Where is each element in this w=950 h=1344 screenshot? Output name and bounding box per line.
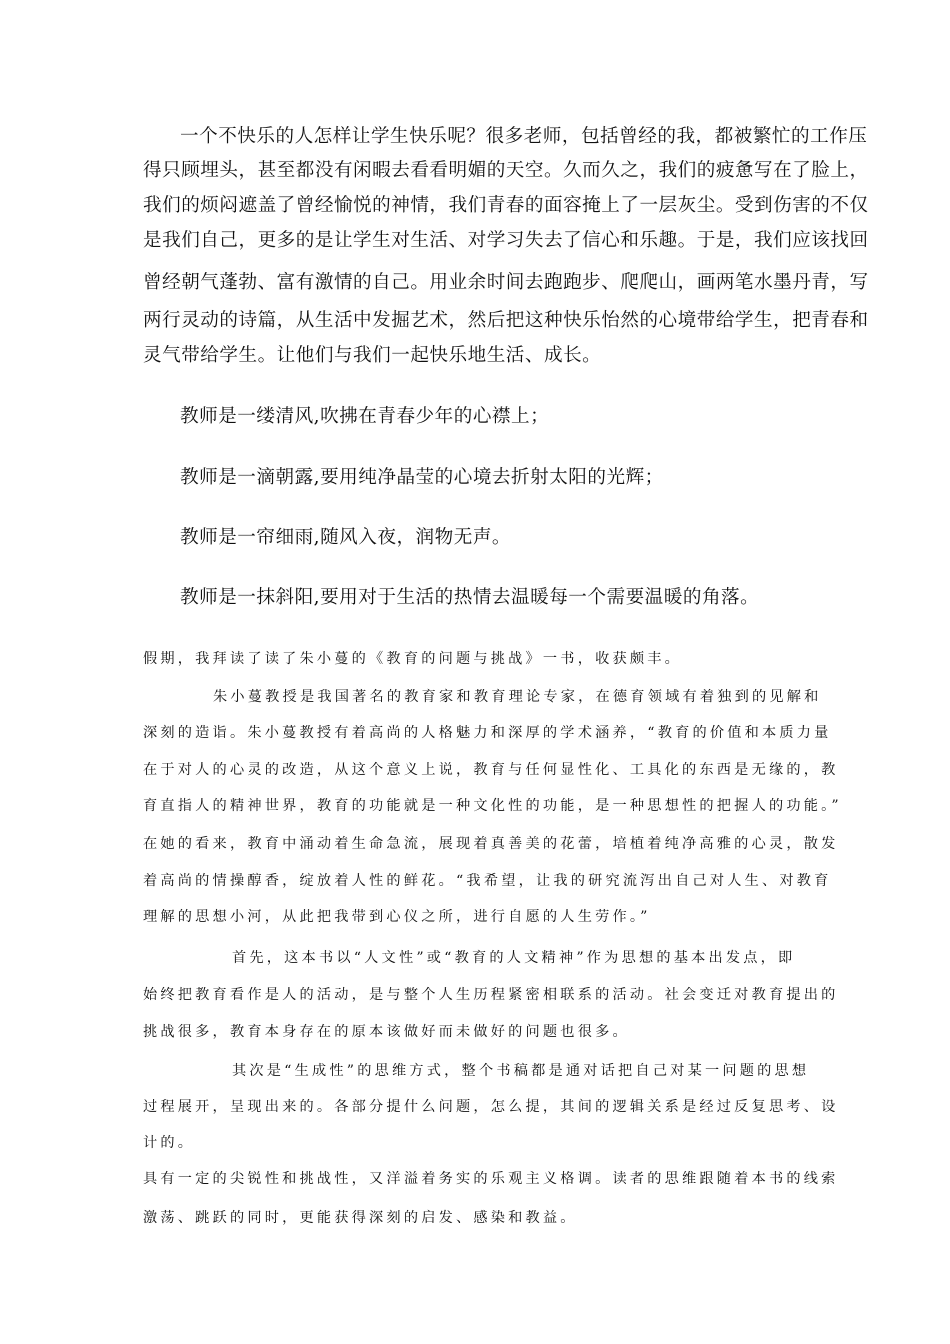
text-line: 朱小蔓教授是我国著名的教育家和教育理论专家，在德育领域有着独到的见解和 [213, 689, 822, 705]
text-line: 灵气带给学生。让他们与我们一起快乐地生活、成长。 [143, 345, 602, 366]
text-line: 是我们自己，更多的是让学生对生活、对学习失去了信心和乐趣。于是，我们应该找回 [143, 230, 869, 251]
text-line: 得只顾埋头，甚至都没有闲暇去看看明媚的天空。久而久之，我们的疲惫写在了脸上， [143, 160, 869, 181]
text-line: 一个不快乐的人怎样让学生快乐呢？很多老师，包括曾经的我，都被繁忙的工作压 [180, 126, 868, 147]
text-line: 曾经朝气蓬勃、富有激情的自己。用业余时间去跑跑步、爬爬山，画两笔水墨丹青，写 [143, 272, 869, 293]
text-line: 激荡、跳跃的同时，更能获得深刻的启发、感染和教益。 [143, 1210, 578, 1226]
text-line: 过程展开，呈现出来的。各部分提什么问题，怎么提，其间的逻辑关系是经过反复思考、设 [143, 1099, 839, 1115]
text-line: 首先，这本书以“人文性”或“教育的人文精神”作为思想的基本出发点，即 [232, 950, 796, 966]
text-line: 具有一定的尖锐性和挑战性，又洋溢着务实的乐观主义格调。读者的思维跟随着本书的线索 [143, 1171, 839, 1187]
text-line: 两行灵动的诗篇，从生活中发掘艺术，然后把这种快乐怡然的心境带给学生，把青春和 [143, 310, 869, 331]
text-line: 计的。 [143, 1135, 196, 1151]
text-line: 在她的看来，教育中涌动着生命急流，展现着真善美的花蕾，培植着纯净高雅的心灵，散发 [143, 836, 839, 852]
text-line: 育直指人的精神世界，教育的功能就是一种文化性的功能，是一种思想性的把握人的功能。” [143, 798, 842, 814]
text-line: 在于对人的心灵的改造，从这个意义上说，教育与任何显性化、工具化的东西是无缘的，教 [143, 762, 839, 778]
poem-line: 教师是一抹斜阳,要用对于生活的热情去温暖每一个需要温暖的角落。 [180, 587, 760, 608]
poem-line: 教师是一帘细雨,随风入夜，润物无声。 [180, 527, 512, 548]
text-line: 理解的思想小河，从此把我带到心仪之所，进行自愿的人生劳作。” [143, 909, 651, 925]
text-line: 始终把教育看作是人的活动，是与整个人生历程紧密相联系的活动。社会变迁对教育提出的 [143, 987, 839, 1003]
poem-line: 教师是一缕清风,吹拂在青春少年的心襟上； [180, 406, 550, 427]
intro-line: 假期，我拜读了读了朱小蔓的《教育的问题与挑战》一书，收获颇丰。 [143, 651, 683, 667]
text-line: 其次是“生成性”的思维方式，整个书稿都是通对话把自己对某一问题的思想 [232, 1063, 810, 1079]
text-line: 我们的烦闷遮盖了曾经愉悦的神情，我们青春的面容掩上了一层灰尘。受到伤害的不仅 [143, 195, 869, 216]
text-line: 着高尚的情操醇香，绽放着人性的鲜花。“我希望，让我的研究流泻出自己对人生、对教育 [143, 873, 832, 889]
text-line: 挑战很多，教育本身存在的原本该做好而未做好的问题也很多。 [143, 1024, 630, 1040]
poem-line: 教师是一滴朝露,要用纯净晶莹的心境去折射太阳的光辉； [180, 467, 664, 488]
text-line: 深刻的造诣。朱小蔓教授有着高尚的人格魅力和深厚的学术涵养，“教育的价值和本质力量 [143, 725, 832, 741]
